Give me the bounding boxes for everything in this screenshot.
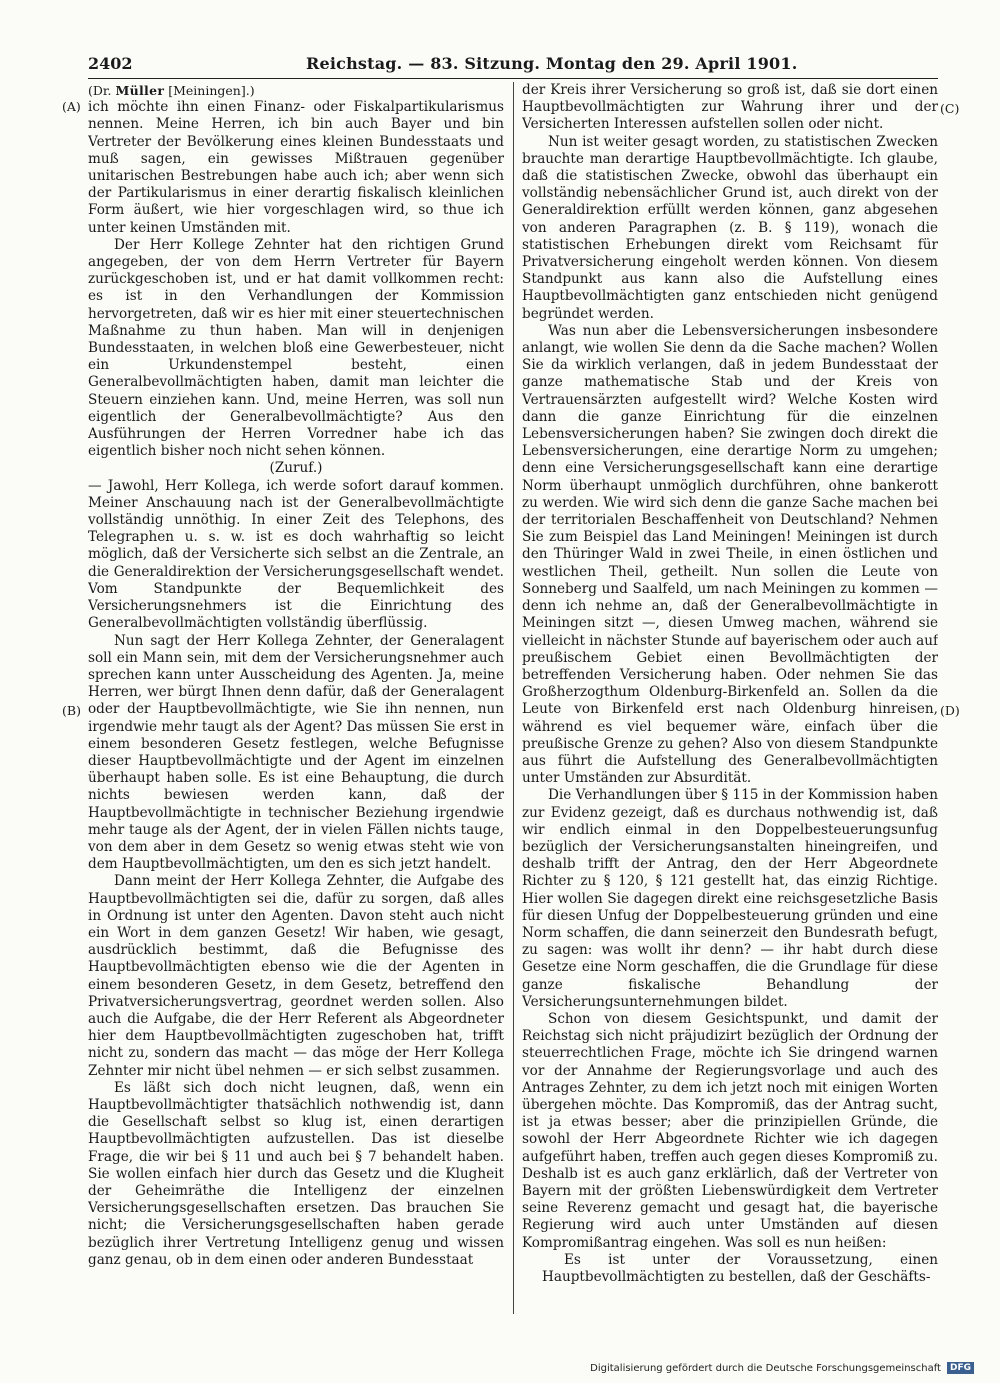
paragraph: Schon von diesem Gesichtspunkt, und damit der Reichstag sich nicht präjudizirt bezüglich der Ordnung der steuerrechtlichen Frage, möchte ich Sie dringend warnen vor der Annahme der Regierungsvorlage und auch des Antrages Zehnter, zu dem ich jetzt noch mit einigen Worten übergehen möchte. Das Kompromiß, das der Antrag sucht, ist ja etwas besser; aber die prinzipiellen Gründe, die sowohl der Herr Abgeordnete Richter wie ich dagegen aufgeführt haben, treffen auch gegen dieses Kompromiß zu. Deshalb ist es auch ganz erklärlich, daß der Vertreter von Bayern mit der größten Liebenswürdigkeit dem Vertreter seine Reverenz gemacht und gesagt hat, die bayerische Regierung wird auch unter Umständen auf diesen Kompromißantrag eingehen. Was soll es nun heißen: <box>522 1010 938 1251</box>
page-number: 2402 <box>88 54 133 73</box>
right-column <box>522 82 938 1312</box>
paragraph: Die Verhandlungen über § 115 in der Kommission haben zur Evidenz gezeigt, daß es durchaus nothwendig ist, daß wir endlich einmal in den Doppelbesteuerungsunfug bezüglich der Versicherungsanstalten hineingreifen, und deshalb trifft der Antrag, den der Herr Abgeordnete Richter zu § 120, § 121 gestellt hat, das einzig Richtige. Hier wollen Sie dagegen direkt eine reichsgesetzliche Basis für diesen Unfug der Doppelbesteuerung gründen und eine Norm schaffen, die dann seinerzeit den Bundesrath befugt, zu sagen: was wollt ihr denn? — ihr habt durch diese Gesetze eine Norm geschaffen, die die Grundlage für diese ganze fiskalische Behandlung der Versicherungsunternehmungen bildet. <box>522 787 938 1010</box>
margin-mark-a: (A) <box>62 99 81 114</box>
paragraph: der Kreis ihrer Versicherung so groß ist, daß sie dort einen Hauptbevollmächtigten zur Wahrung ihrer und der Versicherten Interessen aufstellen sollen oder nicht. <box>522 82 938 133</box>
margin-mark-b: (B) <box>62 703 81 718</box>
margin-mark-c: (C) <box>940 101 960 116</box>
running-title: Reichstag. — 83. Sitzung. Montag den 29. April 1901. <box>306 54 798 73</box>
speaker-prefix: (Dr. <box>88 83 112 98</box>
speaker-line <box>88 82 504 99</box>
quoted-paragraph: Es ist unter der Voraussetzung, einen Hauptbevollmächtigten zu bestellen, daß der Geschäfts- <box>542 1251 938 1286</box>
dfg-logo: DFG <box>947 1362 974 1374</box>
page-header <box>88 54 938 79</box>
column-divider <box>513 82 514 1314</box>
paragraph: Dann meint der Herr Kollega Zehnter, die Aufgabe des Hauptbevollmächtigten sei die, dafür zu sorgen, daß alles in Ordnung ist unter den Agenten. Davon steht auch nicht ein Wort in dem ganzen Gesetz! Wir haben, wie gesagt, ausdrücklich bestimmt, daß die Befugnisse des Hauptbevollmächtigten ebenso wie die der Agenten in einem besonderen Gesetz, in dem Gesetz, betreffend den Privatversicherungsvertrag, geordnet werden sollen. Also auch die Aufgabe, die der Herr Referent als Abgeordneter hier dem Hauptbevollmächtigten zugeschoben hat, trifft nicht zu, sondern das macht — das möge der Herr Kollega Zehnter mir nicht übel nehmen — er sich selbst zusammen. <box>88 873 504 1079</box>
paragraph: Nun ist weiter gesagt worden, zu statistischen Zwecken brauchte man derartige Hauptbevollmächtigte. Ich glaube, daß die statistischen Zwecke, obwohl das überhaupt ein vollständig nebensächlicher Grund ist, auch direkt von der Generaldirektion erfüllt werden können, ganz abgesehen von anderen Paragraphen (z. B. § 119), wonach die statistischen Erhebungen direkt vom Reichsamt für Privatversicherung eingeholt werden können. Von diesem Standpunkt aus kann also die Aufstellung eines Hauptbevollmächtigten ganz entschieden nicht genügend begründet werden. <box>522 133 938 322</box>
interjection: (Zuruf.) <box>269 460 323 477</box>
footer-text: Digitalisierung gefördert durch die Deutsche Forschungsgemeinschaft <box>590 1362 941 1374</box>
speaker-name: Müller <box>115 83 165 98</box>
paragraph: ich möchte ihn einen Finanz- oder Fiskalpartikularismus nennen. Meine Herren, ich bin auch Bayer und bin Vertreter der Bevölkerung eines kleinen Bundesstaats und muß sagen, ein gewisses Mißtrauen gegenüber unitarischen Bestrebungen habe auch ich; aber wenn sich der Partikularismus in einer derartig fiskalisch kleinlichen Form äußert, wie hier vorgeschlagen wird, so thue ich unter keinen Umständen mit. <box>88 99 504 236</box>
speaker-suffix: [Meiningen].) <box>168 83 255 98</box>
paragraph: Nun sagt der Herr Kollega Zehnter, der Generalagent soll ein Mann sein, mit dem der Versicherungsnehmer auch sprechen kann unter Ausscheidung des Agenten. Ja, meine Herren, wer bürgt Ihnen denn dafür, daß der Generalagent oder der Hauptbevollmächtigte, wie Sie ihn nennen, nun irgendwie mehr taugt als der Agent? Das müssen Sie erst in einem besonderen Gesetz festlegen, welche Befugnisse dieser Hauptbevollmächtigte und der Agent im einzelnen überhaupt haben solle. Es ist eine Behauptung, die durch nichts bewiesen werden kann, daß der Hauptbevollmächtigte in technischer Beziehung irgendwie mehr tauge als der Agent, der in vielen Fällen nichts tauge, von dem aber in dem Gesetz so wenig etwas steht wie von dem Hauptbevollmächtigten, um den es sich jetzt handelt. <box>88 632 504 873</box>
paragraph: Der Herr Kollege Zehnter hat den richtigen Grund angegeben, der von dem Herrn Vertreter für Bayern zurückgeschoben ist, und er hat damit vollkommen recht: es ist in den Verhandlungen der Kommission hervorgetreten, daß wir es hier mit einer steuertechnischen Maßnahme zu thun haben. Man will in denjenigen Bundesstaaten, in welchen bloß eine Gewerbesteuer, nicht ein Urkundenstempel besteht, einen Generalbevollmächtigten haben, damit man leichter die Steuern einziehen kann. Und, meine Herren, was soll nun eigentlich der Generalbevollmächtigte? Aus den Ausführungen der Herren Vorredner habe ich das eigentlich bisher noch nicht sehen können. <box>88 236 504 460</box>
margin-mark-d: (D) <box>940 703 960 718</box>
paragraph: Was nun aber die Lebensversicherungen insbesondere anlangt, wie wollen Sie denn da die Sache machen? Wollen Sie da wirklich verlangen, daß in jedem Bundesstaat der ganze mathematische Stab und der Kreis von Vertrauensärzten aufgestellt wird? Welche Kosten wird dann die ganze Einrichtung für die einzelnen Lebensversicherungen haben? Sie zwingen doch direkt die Lebensversicherungen, eine derartige Norm zu umgehen; denn eine Versicherungsgesellschaft kann eine derartige Norm überhaupt unmöglich durchführen, ohne bankerott zu werden. Wie wird sich denn die ganze Sache machen bei der territorialen Beschaffenheit von Deutschland? Nehmen Sie zum Beispiel das Land Meiningen! Meiningen ist durch den Thüringer Wald in zwei Theile, in einen östlichen und westlichen Theil, getheilt. Nun sollen die Leute von Sonneberg und Saalfeld, um nach Meiningen zu kommen — denn ich nehme an, daß der Generalbevollmächtigte in Meiningen sitzt —, diesen Umweg machen, während sie vielleicht in nächster Stunde auf bayerischem oder auch auf preußischem Gebiet einen Bevollmächtigten der betreffenden Versicherung haben. Oder nehmen Sie das Großherzogthum Oldenburg-Birkenfeld an. Sollen da die Leute von Birkenfeld erst nach Oldenburg hinreisen, während es viel bequemer wäre, einfach über die preußische Grenze zu gehen? Also von diesem Standpunkte aus führt die Aufstellung des Generalbevollmächtigten unter Umständen zur Absurdität. <box>522 322 938 787</box>
paragraph: Es läßt sich doch nicht leugnen, daß, wenn ein Hauptbevollmächtigter thatsächlich nothwendig ist, dann die Gesellschaft selbst so klug ist, einen derartigen Hauptbevollmächtigten aufzustellen. Das ist dieselbe Frage, die wir bei § 11 und auch bei § 7 behandelt haben. Sie wollen einfach hier durch das Gesetz und die Klugheit der Geheimräthe die Intelligenz der einzelnen Versicherungsgesellschaften ersetzen. Das brauchen Sie nicht; die Versicherungsgesellschaften haben gerade bezüglich ihrer Vertretung Intelligenz genug und wissen ganz genau, ob in dem einen oder anderen Bundesstaat <box>88 1079 504 1268</box>
left-column <box>88 82 504 1312</box>
footer <box>590 1362 974 1374</box>
paragraph: — Jawohl, Herr Kollega, ich werde sofort darauf kommen. Meiner Anschauung nach ist der Generalbevollmächtigte vollständig unnöthig. In einer Zeit des Telephons, des Telegraphen u. s. w. ist es doch wahrhaftig so leicht möglich, daß der Versicherte sich selbst an die Zentrale, an die Generaldirektion der Versicherungsgesellschaft wendet. Vom Standpunkte der Bequemlichkeit des Versicherungsnehmers ist die Einrichtung des Generalbevollmächtigten vollständig überflüssig. <box>88 477 504 632</box>
